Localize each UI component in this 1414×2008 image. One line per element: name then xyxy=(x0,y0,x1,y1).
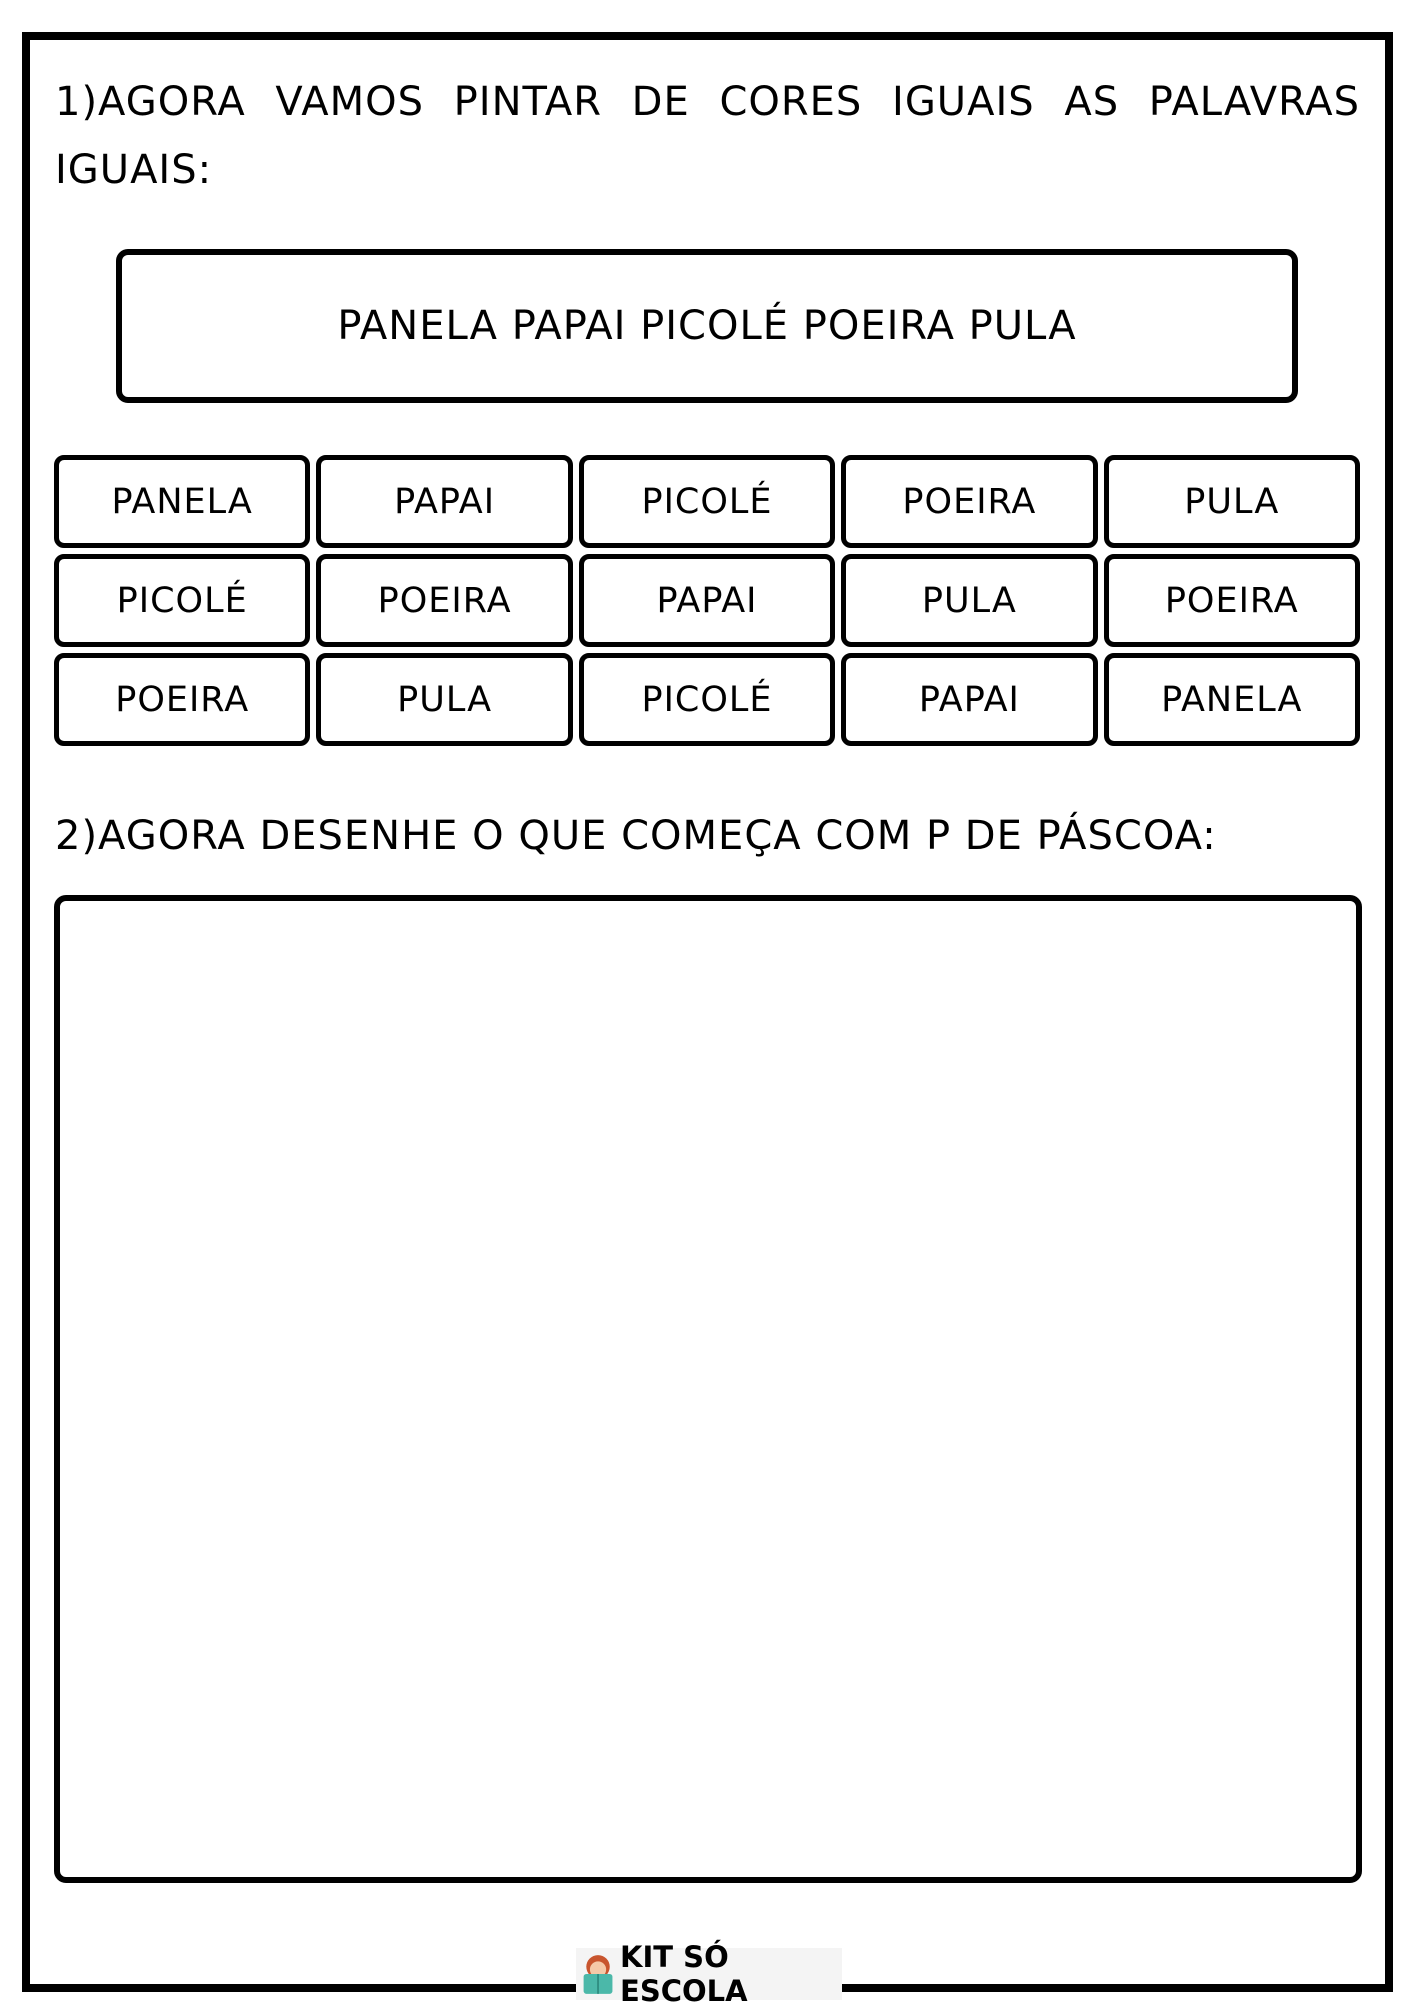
footer-logo xyxy=(576,1940,842,2008)
word-bank-text: PANELA PAPAI PICOLÉ POEIRA PULA xyxy=(337,303,1077,349)
word-cell[interactable]: PAPAI xyxy=(579,554,835,647)
girl-reading-book-icon xyxy=(580,1950,616,1998)
word-cell[interactable]: PANELA xyxy=(54,455,310,548)
word-grid xyxy=(54,455,1360,746)
drawing-area[interactable] xyxy=(54,895,1362,1883)
word-cell[interactable]: POEIRA xyxy=(1104,554,1360,647)
word-cell[interactable]: PANELA xyxy=(1104,653,1360,746)
word-bank-box xyxy=(116,249,1298,403)
logo-text: KIT SÓ ESCOLA xyxy=(620,1940,748,2008)
word-cell[interactable]: PULA xyxy=(841,554,1097,647)
word-cell[interactable]: PICOLÉ xyxy=(579,653,835,746)
question-1-prompt: 1)AGORA VAMOS PINTAR DE CORES IGUAIS AS PALAVRAS IGUAIS: xyxy=(55,79,1360,193)
question-2-prompt: 2)AGORA DESENHE O QUE COMEÇA COM P DE PÁSCOA: xyxy=(55,813,1217,859)
word-cell[interactable]: POEIRA xyxy=(316,554,572,647)
word-cell[interactable]: POEIRA xyxy=(54,653,310,746)
word-cell[interactable]: POEIRA xyxy=(841,455,1097,548)
word-cell[interactable]: PULA xyxy=(316,653,572,746)
word-cell[interactable]: PICOLÉ xyxy=(54,554,310,647)
word-cell[interactable]: PICOLÉ xyxy=(579,455,835,548)
word-cell[interactable]: PAPAI xyxy=(316,455,572,548)
word-cell[interactable]: PULA xyxy=(1104,455,1360,548)
word-cell[interactable]: PAPAI xyxy=(841,653,1097,746)
